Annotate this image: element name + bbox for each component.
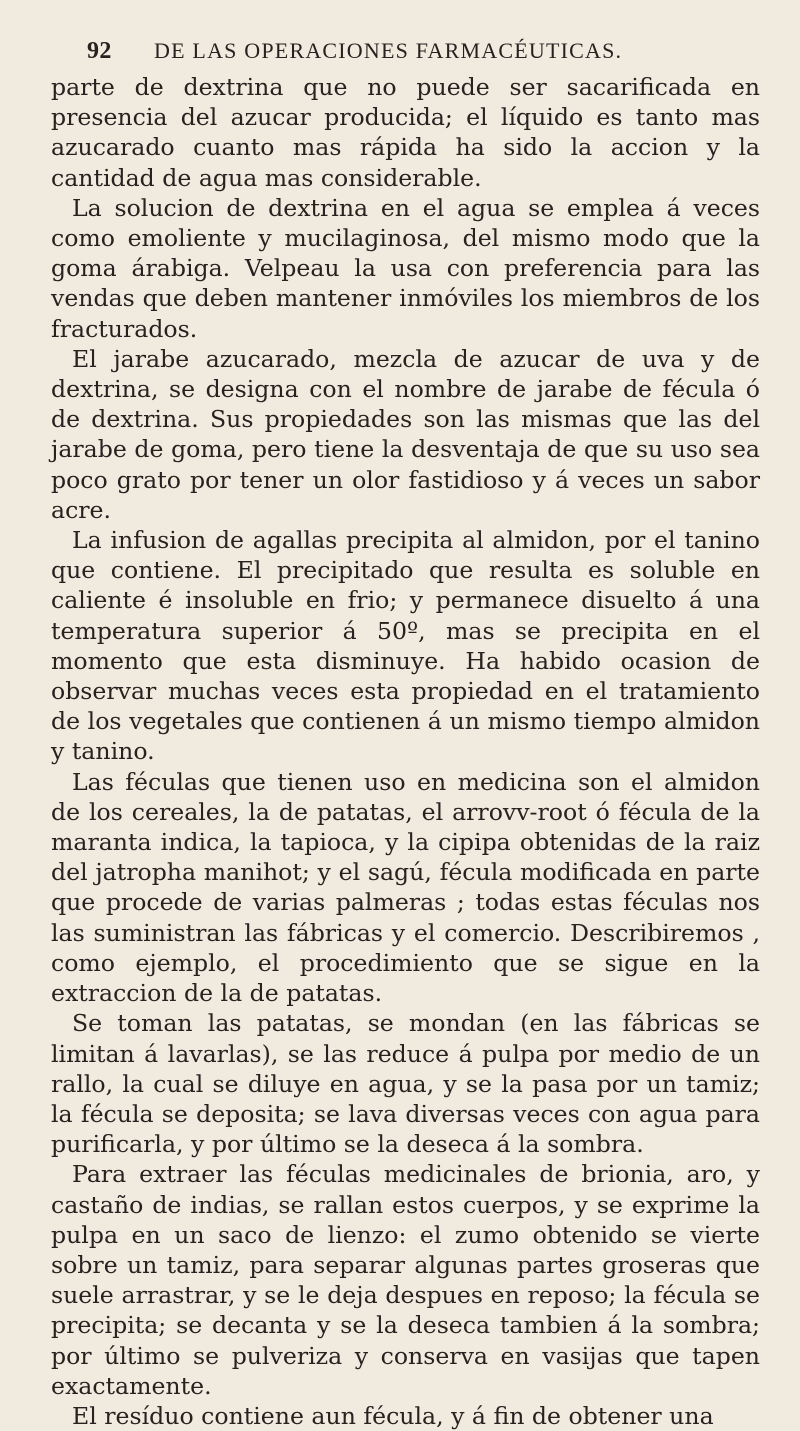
paragraph-residue: El resíduo contiene aun fécula, y á fin de obtener una [72, 1401, 714, 1430]
paragraph-continued: parte de dextrina que no puede ser sacarificada en presencia del azucar producida; el líquido es tanto mas azucarado cuanto mas rápida ha sido la accion y la cantidad de agua mas considerable. [51, 73, 760, 192]
paragraph-medicinal-extraction: Para extraer las féculas medicinales de brionia, aro, y castaño de indias, se rallan estos cuerpos, y se exprime la pulpa en un saco de lienzo: el zumo obtenido se vierte sobre un tamiz, para separar algunas partes groseras que suele arrastrar, y se le deja despues en reposo; la fécula se precipita; se decanta y se la deseca tambien á la sombra; por último se pulveriza y conserva en vasijas que tapen exactamente. [51, 1160, 760, 1400]
paragraph-potato-procedure: Se toman las patatas, se mondan (en las fábricas se limitan á lavarlas), se las reduce á pulpa por medio de un rallo, la cual se diluye en agua, y se la pasa por un tamiz; la fécula se deposita; se lava diversas veces con agua para purificarla, y por último se la deseca á la sombra. [51, 1009, 760, 1159]
paragraph-medicinal-starches: Las féculas que tienen uso en medicina son el almidon de los cereales, la de patatas, el arrovv-root ó fécula de la maranta indica, la tapioca, y la cipipa obtenidas de la raiz del jatropha manihot; y el sagú, fécula modificada en parte que procede de varias palmeras ; todas estas féculas nos las suministran las fábricas y el comercio. Describiremos , como ejemplo, el procedimiento que se sigue en la extraccion de la de patatas. [51, 767, 760, 1008]
body-text [51, 72, 760, 1431]
running-title: DE LAS OPERACIONES FARMACÉUTICAS. [154, 38, 623, 63]
paragraph-dextrin-solution: La solucion de dextrina en el agua se emplea á veces como emoliente y mucilaginosa, del mismo modo que la goma árabiga. Velpeau la usa con preferencia para las vendas que deben mantener inmóviles los miembros de los fracturados. [51, 193, 760, 343]
paragraph-gallnut-infusion: La infusion de agallas precipita al almidon, por el tanino que contiene. El precipitado que resulta es soluble en caliente é insoluble en frio; y permanece disuelto á una temperatura superior á 50º, mas se precipita en el momento que esta disminuye. Ha habido ocasion de observar muchas veces esta propiedad en el tratamiento de los vegetales que contienen á un mismo tiempo almidon y tanino. [51, 526, 760, 766]
running-header [51, 38, 760, 72]
paragraph-starch-syrup: El jarabe azucarado, mezcla de azucar de uva y de dextrina, se designa con el nombre de jarabe de fécula ó de dextrina. Sus propiedades son las mismas que las del jarabe de goma, pero tiene la desventaja de que su uso sea poco grato por tener un olor fastidioso y á veces un sabor acre. [51, 344, 760, 524]
page-number: 92 [87, 38, 112, 64]
